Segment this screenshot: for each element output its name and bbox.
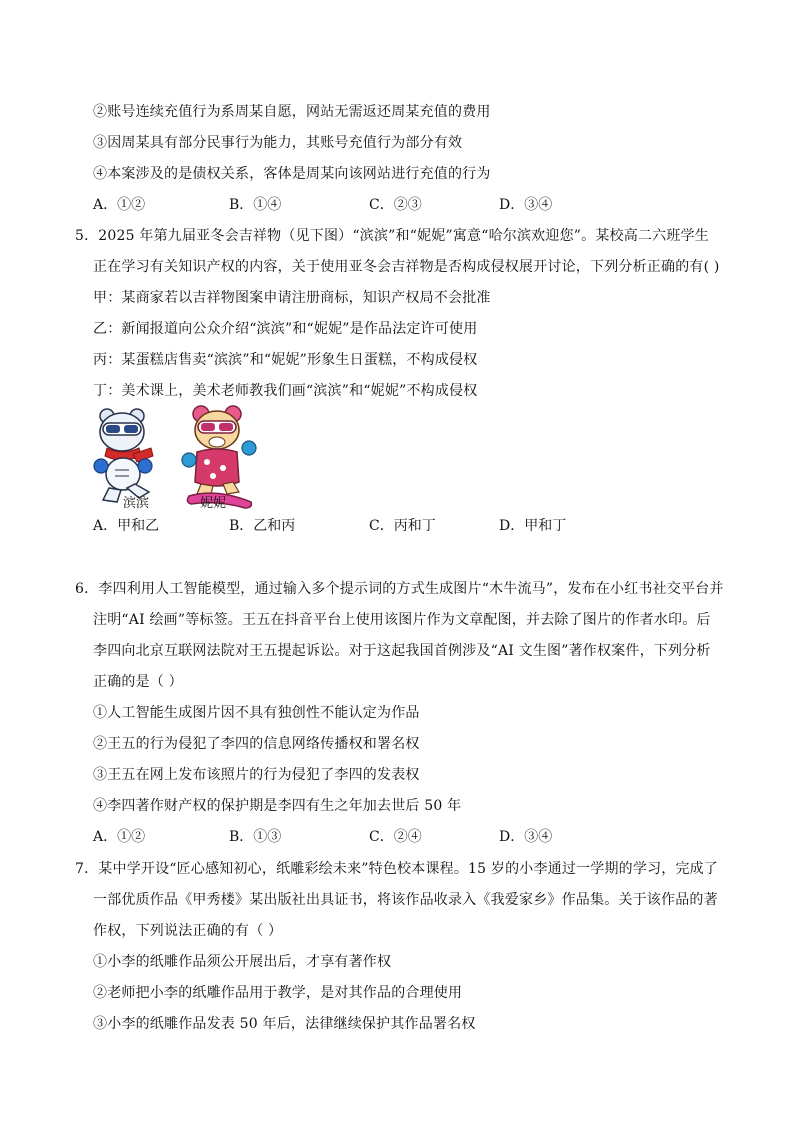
q7-statement-1: ①小李的纸雕作品须公开展出后，才享有著作权 [93, 954, 392, 970]
q7-stem-line-1: 7．某中学开设“匠心感知初心，纸雕彩绘未来”特色校本课程。15 岁的小李通过一学期的学习，完成了 [75, 861, 719, 877]
q4-option-d[interactable]: D．③④ [499, 197, 553, 213]
q4-option-b[interactable]: B．①④ [229, 197, 282, 213]
q5-stem-line-2: 正在学习有关知识产权的内容，关于使用亚冬会吉祥物是否构成侵权展开讨论，下列分析正确的有( ) [93, 259, 720, 275]
q5-statement-jia: 甲：某商家若以吉祥物图案申请注册商标，知识产权局不会批准 [93, 290, 491, 306]
q6-statement-2: ②王五的行为侵犯了李四的信息网络传播权和署名权 [93, 736, 420, 752]
q6-option-d[interactable]: D．③④ [499, 829, 553, 845]
q4-statement-4: ④本案涉及的是债权关系，客体是周某向该网站进行充值的行为 [93, 166, 491, 182]
binbin-mascot-icon [94, 409, 153, 502]
q4-options [93, 195, 693, 215]
q5-statement-bing: 丙：某蛋糕店售卖“滨滨”和“妮妮”形象生日蛋糕，不构成侵权 [93, 352, 478, 368]
q5-option-b[interactable]: B．乙和丙 [229, 518, 296, 534]
q5-option-a[interactable]: A．甲和乙 [93, 518, 160, 534]
mascot-illustration [93, 404, 268, 512]
q6-option-a[interactable]: A．①② [93, 829, 146, 845]
q4-option-a[interactable]: A．①② [93, 197, 146, 213]
q6-stem-line-4: 正确的是（ ） [93, 674, 183, 690]
nini-caption: 妮妮 [200, 496, 227, 511]
q6-options [93, 827, 693, 847]
q5-options [93, 516, 693, 536]
q5-stem-line-1: 5．2025 年第九届亚冬会吉祥物（见下图）“滨滨”和“妮妮”寓意“哈尔滨欢迎您”。某校高二六班学生 [75, 228, 709, 244]
q6-option-c[interactable]: C．②④ [369, 829, 422, 845]
q5-option-c[interactable]: C．丙和丁 [369, 518, 436, 534]
q6-statement-1: ①人工智能生成图片因不具有独创性不能认定为作品 [93, 705, 420, 721]
q7-statement-3: ③小李的纸雕作品发表 50 年后，法律继续保护其作品署名权 [93, 1016, 476, 1032]
q5-statement-yi: 乙：新闻报道向公众介绍“滨滨”和“妮妮”是作品法定许可使用 [93, 321, 478, 337]
q6-statement-3: ③王五在网上发布该照片的行为侵犯了李四的发表权 [93, 767, 420, 783]
q4-option-c[interactable]: C．②③ [369, 197, 422, 213]
q7-stem-line-3: 作权，下列说法正确的有（ ） [93, 923, 283, 939]
q6-stem-line-1: 6．李四利用人工智能模型，通过输入多个提示词的方式生成图片“木牛流马”，发布在小红书社交平台并 [75, 581, 724, 597]
mascot-figure [93, 404, 268, 512]
q6-stem-line-2: 注明“AI 绘画”等标签。王五在抖音平台上使用该图片作为文章配图，并去除了图片的作者水印。后 [93, 612, 711, 628]
q6-stem-line-3: 李四向北京互联网法院对王五提起诉讼。对于这起我国首例涉及“AI 文生图”著作权案件，下列分析 [93, 643, 711, 659]
q7-statement-2: ②老师把小李的纸雕作品用于教学，是对其作品的合理使用 [93, 985, 463, 1001]
q5-option-d[interactable]: D．甲和丁 [499, 518, 567, 534]
q6-option-b[interactable]: B．①③ [229, 829, 282, 845]
q7-stem-line-2: 一部优质作品《甲秀楼》某出版社出具证书，将该作品收录入《我爱家乡》作品集。关于该作品的著 [93, 892, 718, 908]
nini-mascot-icon [182, 406, 256, 508]
binbin-caption: 滨滨 [123, 496, 150, 511]
q4-statement-2: ②账号连续充值行为系周某自愿，网站无需返还周某充值的费用 [93, 104, 491, 120]
q4-statement-3: ③因周某具有部分民事行为能力，其账号充值行为部分有效 [93, 135, 463, 151]
q6-statement-4: ④李四著作财产权的保护期是李四有生之年加去世后 50 年 [93, 798, 462, 814]
q5-statement-ding: 丁：美术课上，美术老师教我们画“滨滨”和“妮妮”不构成侵权 [93, 383, 478, 399]
